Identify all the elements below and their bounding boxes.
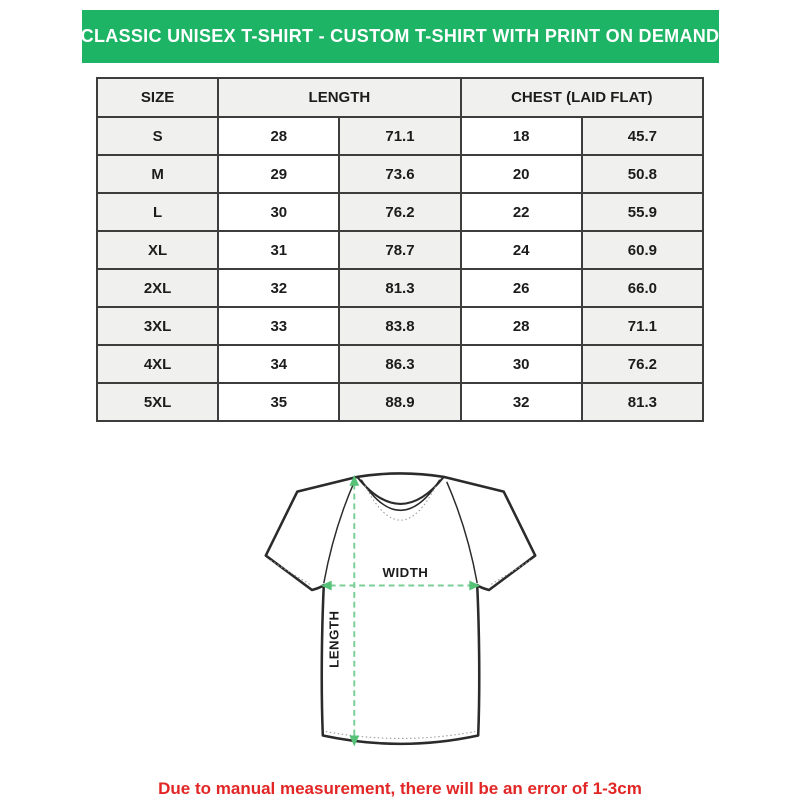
length-cm-cell: 86.3 bbox=[339, 345, 460, 383]
table-row bbox=[97, 155, 703, 193]
table-row bbox=[97, 383, 703, 421]
size-cell: 4XL bbox=[97, 345, 218, 383]
chest-cm-cell: 50.8 bbox=[582, 155, 703, 193]
length-in-cell: 33 bbox=[218, 307, 339, 345]
table-header-row bbox=[97, 78, 703, 117]
chest-in-cell: 18 bbox=[461, 117, 582, 155]
chest-in-cell: 20 bbox=[461, 155, 582, 193]
table-row bbox=[97, 307, 703, 345]
table-row bbox=[97, 231, 703, 269]
chest-in-cell: 24 bbox=[461, 231, 582, 269]
length-in-cell: 30 bbox=[218, 193, 339, 231]
length-cm-cell: 76.2 bbox=[339, 193, 460, 231]
length-cm-cell: 83.8 bbox=[339, 307, 460, 345]
size-cell: 3XL bbox=[97, 307, 218, 345]
chest-in-cell: 30 bbox=[461, 345, 582, 383]
length-label: LENGTH bbox=[326, 610, 342, 668]
chest-in-cell: 22 bbox=[461, 193, 582, 231]
length-cm-cell: 71.1 bbox=[339, 117, 460, 155]
length-in-cell: 35 bbox=[218, 383, 339, 421]
length-in-cell: 32 bbox=[218, 269, 339, 307]
size-cell: S bbox=[97, 117, 218, 155]
chest-in-cell: 26 bbox=[461, 269, 582, 307]
measurement-error-note: Due to manual measurement, there will be an error of 1-3cm bbox=[158, 779, 642, 798]
chest-cm-cell: 45.7 bbox=[582, 117, 703, 155]
length-in-cell: 28 bbox=[218, 117, 339, 155]
chest-cm-cell: 66.0 bbox=[582, 269, 703, 307]
size-cell: M bbox=[97, 155, 218, 193]
size-chart-table bbox=[96, 77, 704, 422]
chest-cm-cell: 55.9 bbox=[582, 193, 703, 231]
length-in-cell: 34 bbox=[218, 345, 339, 383]
length-cm-cell: 81.3 bbox=[339, 269, 460, 307]
length-cm-cell: 78.7 bbox=[339, 231, 460, 269]
size-cell: 5XL bbox=[97, 383, 218, 421]
table-row bbox=[97, 193, 703, 231]
chest-cm-cell: 81.3 bbox=[582, 383, 703, 421]
length-in-cell: 29 bbox=[218, 155, 339, 193]
column-header-chest: CHEST (LAID FLAT) bbox=[461, 78, 703, 117]
length-cm-cell: 73.6 bbox=[339, 155, 460, 193]
length-in-cell: 31 bbox=[218, 231, 339, 269]
column-header-size: SIZE bbox=[97, 78, 218, 117]
tshirt-outline bbox=[265, 473, 534, 743]
page-title: CLASSIC UNISEX T-SHIRT - CUSTOM T-SHIRT WITH PRINT ON DEMAND bbox=[80, 26, 720, 46]
chest-cm-cell: 76.2 bbox=[582, 345, 703, 383]
title-banner bbox=[82, 10, 719, 63]
tshirt-diagram-svg bbox=[253, 470, 548, 765]
width-label: WIDTH bbox=[381, 565, 428, 581]
size-cell: 2XL bbox=[97, 269, 218, 307]
tshirt-measurement-diagram bbox=[253, 470, 548, 765]
chest-in-cell: 32 bbox=[461, 383, 582, 421]
table-row bbox=[97, 117, 703, 155]
table-row bbox=[97, 345, 703, 383]
column-header-length: LENGTH bbox=[218, 78, 460, 117]
table-row bbox=[97, 269, 703, 307]
chest-in-cell: 28 bbox=[461, 307, 582, 345]
chest-cm-cell: 60.9 bbox=[582, 231, 703, 269]
size-cell: XL bbox=[97, 231, 218, 269]
length-cm-cell: 88.9 bbox=[339, 383, 460, 421]
chest-cm-cell: 71.1 bbox=[582, 307, 703, 345]
size-cell: L bbox=[97, 193, 218, 231]
